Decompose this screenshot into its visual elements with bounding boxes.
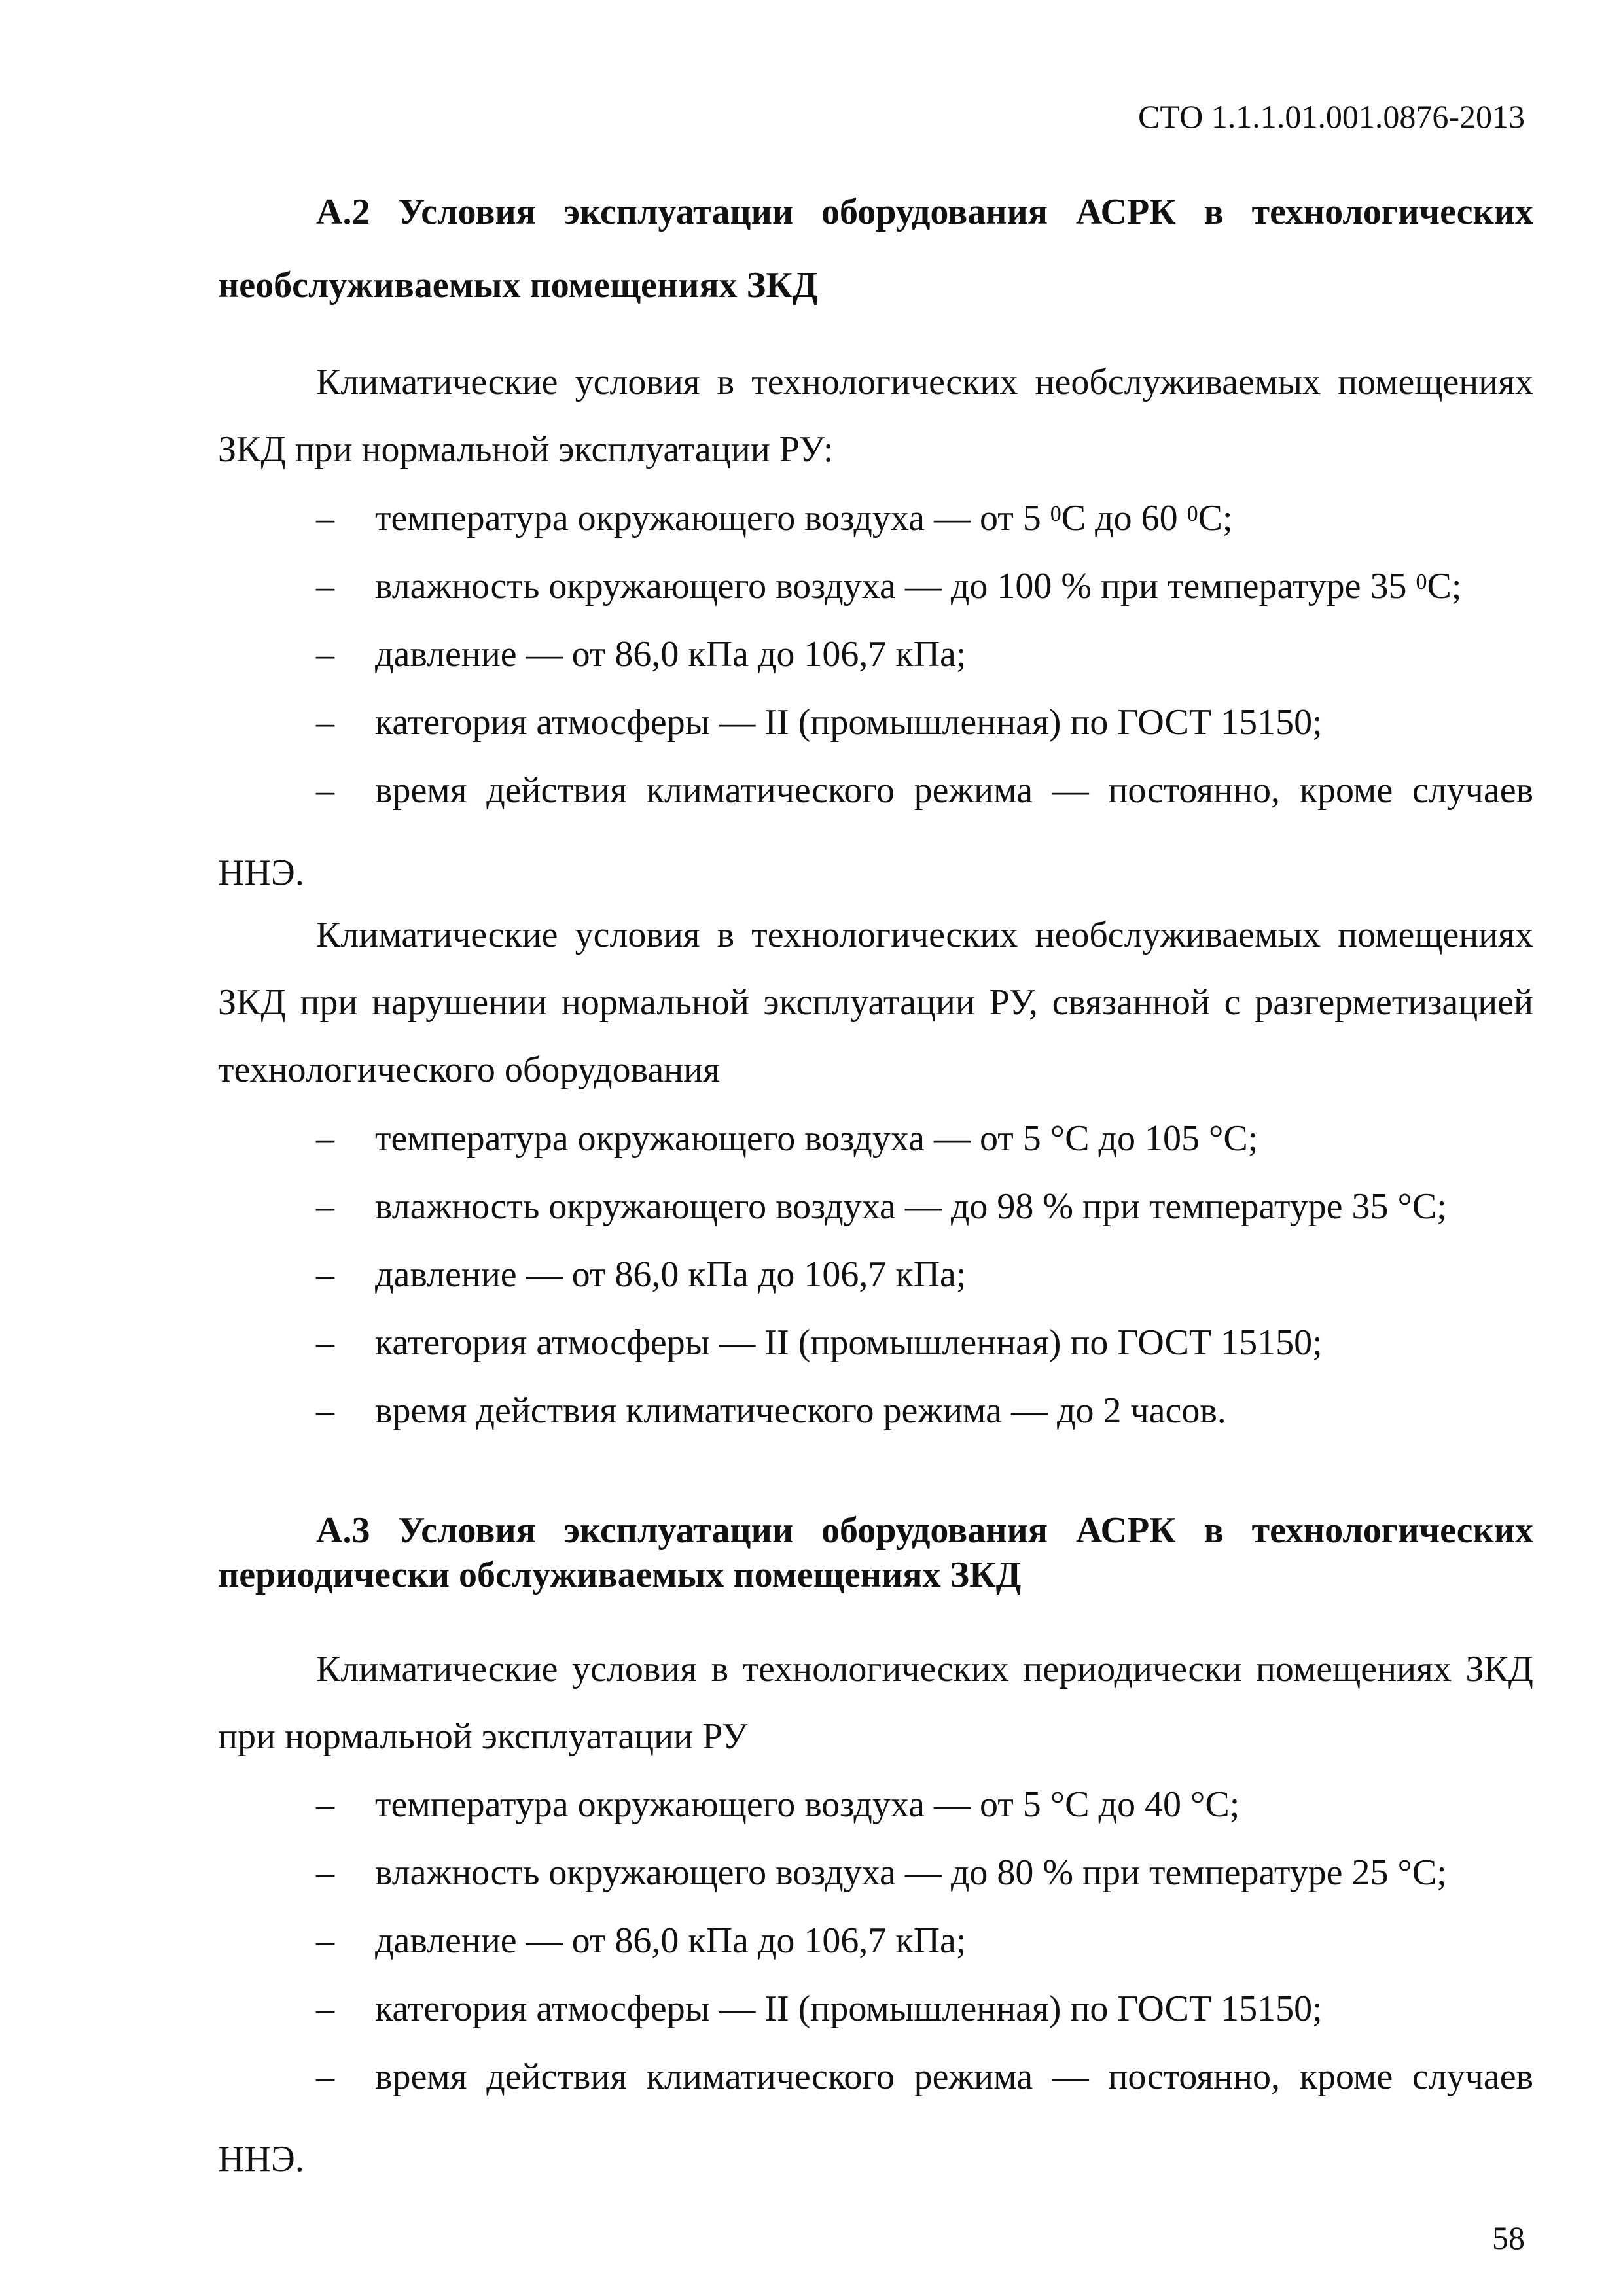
list-dash: – [316, 2057, 334, 2097]
list-dash: – [316, 566, 334, 607]
list-item [218, 1173, 1533, 1241]
section-a2-heading-line1: А.2 Условия эксплуатации оборудования АСРК в технологических [316, 192, 1533, 232]
list-item-text: С до 60 [1061, 498, 1187, 539]
list-item-continuation: ННЭ. [218, 2139, 304, 2180]
list-item [218, 1241, 1533, 1309]
list-item-text: влажность окружающего воздуха — до 100 % при температуре 35 [375, 566, 1416, 607]
list-item [218, 688, 1533, 756]
section-a2-normal-intro: Климатические условия в технологических необслуживаемых помещениях ЗКД при нормальной эксплуатации РУ: [218, 362, 1533, 470]
list-item-text: категория атмосферы — II (промышленная) по ГОСТ 15150; [375, 702, 1323, 743]
list-item-text: влажность окружающего воздуха — до 98 % при температуре 35 °С; [375, 1186, 1447, 1227]
list-item [218, 1907, 1533, 1975]
list-item [218, 1771, 1533, 1839]
degree-superscript: 0 [1416, 570, 1427, 594]
section-a2-violation-list [218, 1104, 1533, 1445]
list-item [218, 620, 1533, 688]
degree-superscript: 0 [1050, 502, 1061, 526]
list-item-text: время действия климатического режима — постоянно, кроме случаев [375, 2057, 1533, 2097]
list-item [218, 2043, 1533, 2193]
list-dash: – [316, 702, 334, 743]
list-dash: – [316, 1988, 334, 2029]
list-item [218, 1309, 1533, 1377]
list-dash: – [316, 1118, 334, 1159]
list-item [218, 1377, 1533, 1445]
page-number: 58 [1492, 2219, 1525, 2256]
list-dash: – [316, 1254, 334, 1295]
list-dash: – [316, 1784, 334, 1825]
list-item [218, 1104, 1533, 1173]
section-a3-intro: Климатические условия в технологических периодически помещениях ЗКД при нормальной эксплуатации РУ [218, 1649, 1533, 1757]
section-a3-heading-line2: периодически обслуживаемых помещениях ЗКД [218, 1555, 1022, 1595]
section-a2-heading [218, 175, 1533, 322]
list-item-text: С; [1427, 566, 1462, 607]
list-dash: – [316, 498, 334, 539]
list-item-text: категория атмосферы — II (промышленная) по ГОСТ 15150; [375, 1988, 1323, 2029]
section-a2-violation-intro: Климатические условия в технологических необслуживаемых помещениях ЗКД при нарушении нормальной эксплуатации РУ, связанной с разгерметизацией технологического оборудования [218, 915, 1533, 1090]
list-dash: – [316, 1322, 334, 1363]
list-item [218, 756, 1533, 907]
list-item-text: давление — от 86,0 кПа до 106,7 кПа; [375, 1920, 967, 1961]
list-item-text: время действия климатического режима — до 2 часов. [375, 1390, 1226, 1431]
list-item-text: время действия климатического режима — постоянно, кроме случаев [375, 770, 1533, 811]
list-dash: – [316, 770, 334, 811]
list-item [218, 1975, 1533, 2043]
degree-superscript: 0 [1186, 502, 1198, 526]
list-item-text: температура окружающего воздуха — от 5 °С до 105 °С; [375, 1118, 1258, 1159]
section-a2-normal-list [218, 484, 1533, 907]
list-item [218, 1839, 1533, 1907]
list-dash: – [316, 1852, 334, 1893]
list-dash: – [316, 1920, 334, 1961]
list-item-continuation: ННЭ. [218, 853, 304, 893]
section-a3-list [218, 1771, 1533, 2193]
list-dash: – [316, 634, 334, 675]
list-item-text: температура окружающего воздуха — от 5 [375, 498, 1050, 539]
list-item [218, 484, 1533, 552]
list-item-text: температура окружающего воздуха — от 5 °С до 40 °С; [375, 1784, 1240, 1825]
list-dash: – [316, 1390, 334, 1431]
section-a3-heading [218, 1508, 1533, 1597]
list-item-text: влажность окружающего воздуха — до 80 % при температуре 25 °С; [375, 1852, 1447, 1893]
section-a2-heading-line2: необслуживаемых помещениях ЗКД [218, 265, 818, 306]
list-item-text: давление — от 86,0 кПа до 106,7 кПа; [375, 1254, 967, 1295]
list-item-text: категория атмосферы — II (промышленная) по ГОСТ 15150; [375, 1322, 1323, 1363]
document-code: СТО 1.1.1.01.001.0876-2013 [1138, 98, 1525, 135]
list-item-text: давление — от 86,0 кПа до 106,7 кПа; [375, 634, 967, 675]
list-item [218, 552, 1533, 620]
section-a3-heading-line1: А.3 Условия эксплуатации оборудования АСРК в технологических [316, 1510, 1533, 1551]
list-dash: – [316, 1186, 334, 1227]
list-item-text: С; [1198, 498, 1233, 539]
